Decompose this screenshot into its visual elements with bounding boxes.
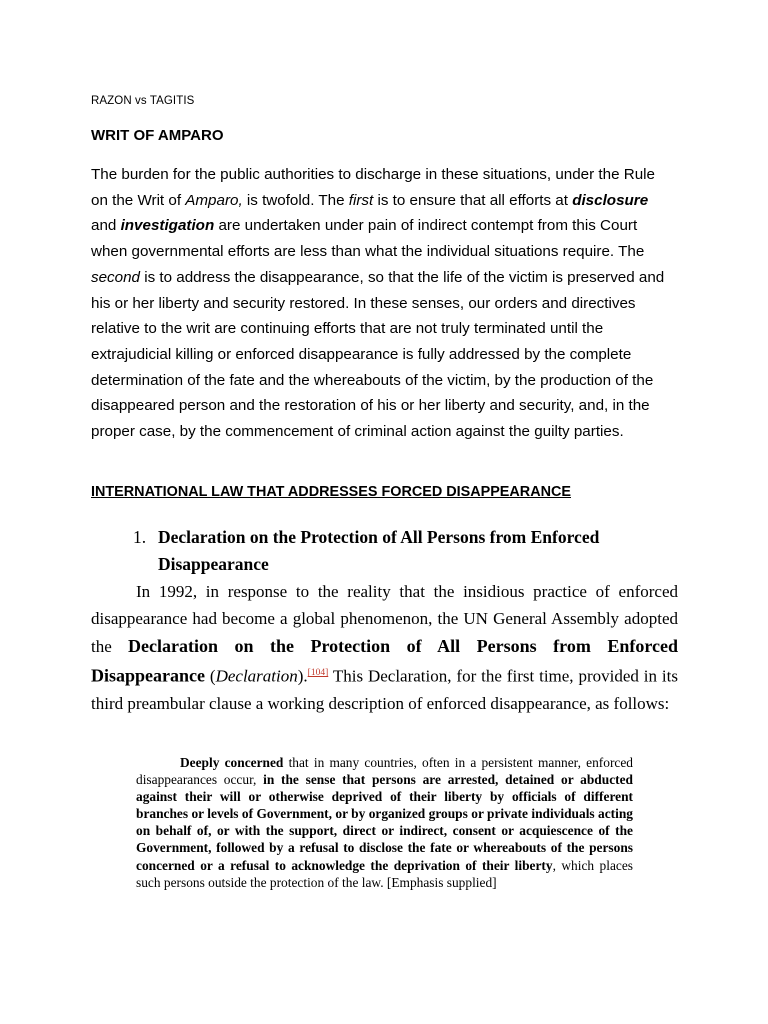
footnote-link[interactable]: [104]	[307, 667, 329, 678]
intl-law-heading: INTERNATIONAL LAW THAT ADDRESSES FORCED DISAPPEARANCE	[91, 484, 571, 500]
para1-text: is twofold. The	[242, 191, 349, 209]
para1-text: is to ensure that all efforts at	[373, 191, 573, 209]
block-quote	[136, 754, 633, 891]
para1-text: and	[91, 217, 121, 235]
para1-text: The burden for the public authorities to discharge in these situations, under the Rule on the Writ of	[91, 166, 655, 209]
paragraph-declaration	[91, 578, 678, 717]
quote-bold: in the sense that persons are arrested, detained or abducted against their will or otherwise deprived of their liberty by officials of different branches or levels of Government, or by organized groups or private individuals acting on behalf of, or with the support, direct or indirect, consent or acquiescence of the Government, followed by a refusal to disclose the fate or whereabouts of the persons concerned or a refusal to acknowledge the deprivation of their liberty	[136, 772, 633, 873]
list-item-declaration	[133, 524, 678, 578]
para1-text: are undertaken under pain of indirect contempt from this Court when governmental efforts are less than what the individual situations require. The	[91, 217, 645, 261]
para1-text: is to address the disappearance, so that the life of the victim is preserved and his or her liberty and security restored. In these senses, our orders and directives relative to the writ are continuing efforts that are not truly terminated until the extrajudicial killing or enforced disappearance is fully addressed by the complete determination of the fate and the whereabouts of the victim, by the production of the disappeared person and the restoration of his or her liberty and security, and, in the proper case, by the commencement of criminal action against the guilty parties.	[91, 268, 665, 441]
para1-investigation: investigation	[120, 217, 215, 235]
writ-heading: WRIT OF AMPARO	[91, 127, 224, 144]
quote-text: , which places such persons outside the protection of the law. [Emphasis supplied]	[136, 857, 633, 890]
para2-text: ).	[297, 666, 308, 686]
para2-italic: Declaration	[215, 666, 298, 686]
list-title-line1: Declaration on the Protection of All Persons from Enforced	[158, 527, 600, 547]
para2-text: (	[205, 666, 216, 686]
para2-text: This Declaration, for the first time, provided in its third preambular clause a working description of enforced disappearance, as follows:	[91, 666, 678, 713]
para1-first: first	[348, 191, 374, 209]
case-title: RAZON vs TAGITIS	[91, 95, 195, 107]
para2-bold-title: Declaration on the Protection of All Persons from Enforced Disappearance	[91, 635, 678, 686]
paragraph-burden	[91, 162, 671, 445]
quote-text: that in many countries, often in a persistent manner, enforced disappearances occur,	[136, 755, 633, 788]
list-number: 1.	[133, 527, 147, 547]
para1-disclosure: disclosure	[572, 191, 649, 209]
para2-text: In 1992, in response to the reality that the insidious practice of enforced disappearance had become a global phenomenon, the UN General Assembly adopted the	[91, 582, 678, 656]
quote-bold: Deeply concerned	[180, 755, 284, 770]
list-title-line2: Disappearance	[158, 554, 269, 574]
para1-second: second	[91, 268, 140, 286]
para1-amparo: Amparo,	[185, 191, 243, 209]
